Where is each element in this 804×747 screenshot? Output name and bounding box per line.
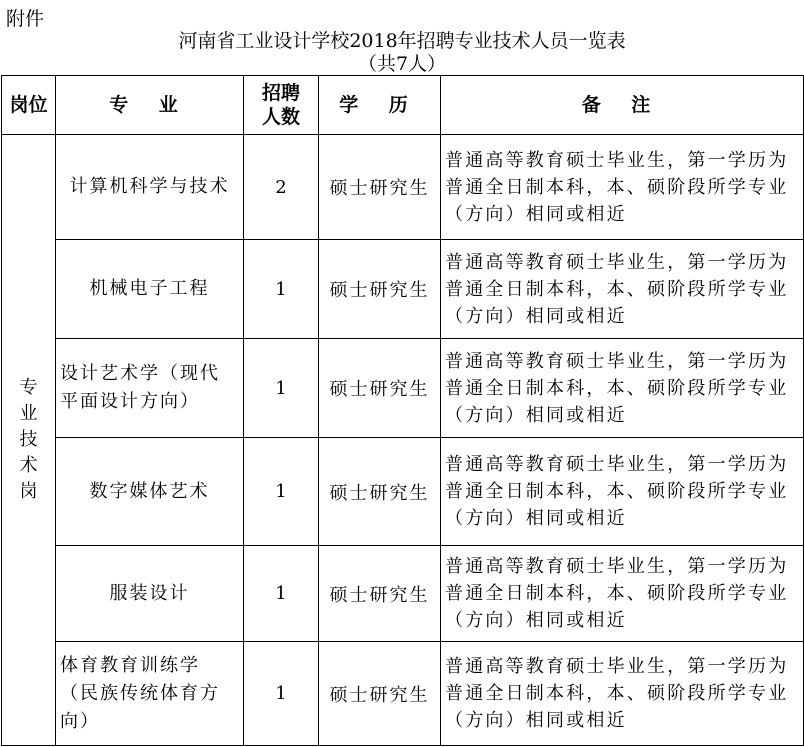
- table-row: [2, 339, 804, 438]
- count-cell: 2: [244, 135, 319, 240]
- column-header-education: 学 历: [319, 76, 441, 135]
- attachment-label: 附件: [6, 8, 45, 30]
- major-cell: 数字媒体艺术: [56, 438, 244, 546]
- post-name: 专业技术岗: [19, 377, 38, 502]
- note-cell: 普通高等教育硕士毕业生，第一学历为普通全日制本科，本、硕阶段所学专业（方向）相同或相近: [441, 135, 804, 240]
- education-cell: 硕士研究生: [319, 438, 441, 546]
- column-header-note: 备 注: [441, 76, 804, 135]
- table-row: [2, 438, 804, 546]
- count-cell: 1: [244, 339, 319, 438]
- major-cell: 计算机科学与技术: [56, 135, 244, 240]
- column-header-major: 专 业: [56, 76, 244, 135]
- education-cell: 硕士研究生: [319, 642, 441, 746]
- note-cell: 普通高等教育硕士毕业生，第一学历为普通全日制本科，本、硕阶段所学专业（方向）相同或相近: [441, 240, 804, 339]
- education-cell: 硕士研究生: [319, 135, 441, 240]
- note-cell: 普通高等教育硕士毕业生，第一学历为普通全日制本科，本、硕阶段所学专业（方向）相同或相近: [441, 642, 804, 746]
- note-cell: 普通高等教育硕士毕业生，第一学历为普通全日制本科，本、硕阶段所学专业（方向）相同或相近: [441, 339, 804, 438]
- major-cell: 体育教育训练学（民族传统体育方向）: [56, 642, 244, 746]
- post-cell: [2, 135, 56, 746]
- table-header-row: [2, 76, 804, 135]
- document-subtitle: （共7人）: [357, 53, 447, 75]
- count-cell: 1: [244, 240, 319, 339]
- document-title: 河南省工业设计学校2018年招聘专业技术人员一览表: [178, 30, 626, 52]
- major-cell: 设计艺术学（现代平面设计方向）: [56, 339, 244, 438]
- note-cell: 普通高等教育硕士毕业生，第一学历为普通全日制本科，本、硕阶段所学专业（方向）相同或相近: [441, 546, 804, 642]
- major-cell: 服装设计: [56, 546, 244, 642]
- table-row: [2, 240, 804, 339]
- education-cell: 硕士研究生: [319, 546, 441, 642]
- note-cell: 普通高等教育硕士毕业生，第一学历为普通全日制本科，本、硕阶段所学专业（方向）相同或相近: [441, 438, 804, 546]
- column-header-count: 招聘人数: [244, 76, 319, 135]
- count-cell: 1: [244, 546, 319, 642]
- table-row: [2, 546, 804, 642]
- count-cell: 1: [244, 438, 319, 546]
- count-cell: 1: [244, 642, 319, 746]
- education-cell: 硕士研究生: [319, 240, 441, 339]
- major-cell: 机械电子工程: [56, 240, 244, 339]
- recruitment-table: [1, 75, 804, 746]
- education-cell: 硕士研究生: [319, 339, 441, 438]
- table-row: [2, 135, 804, 240]
- table-row: [2, 642, 804, 746]
- column-header-post: 岗位: [2, 76, 56, 135]
